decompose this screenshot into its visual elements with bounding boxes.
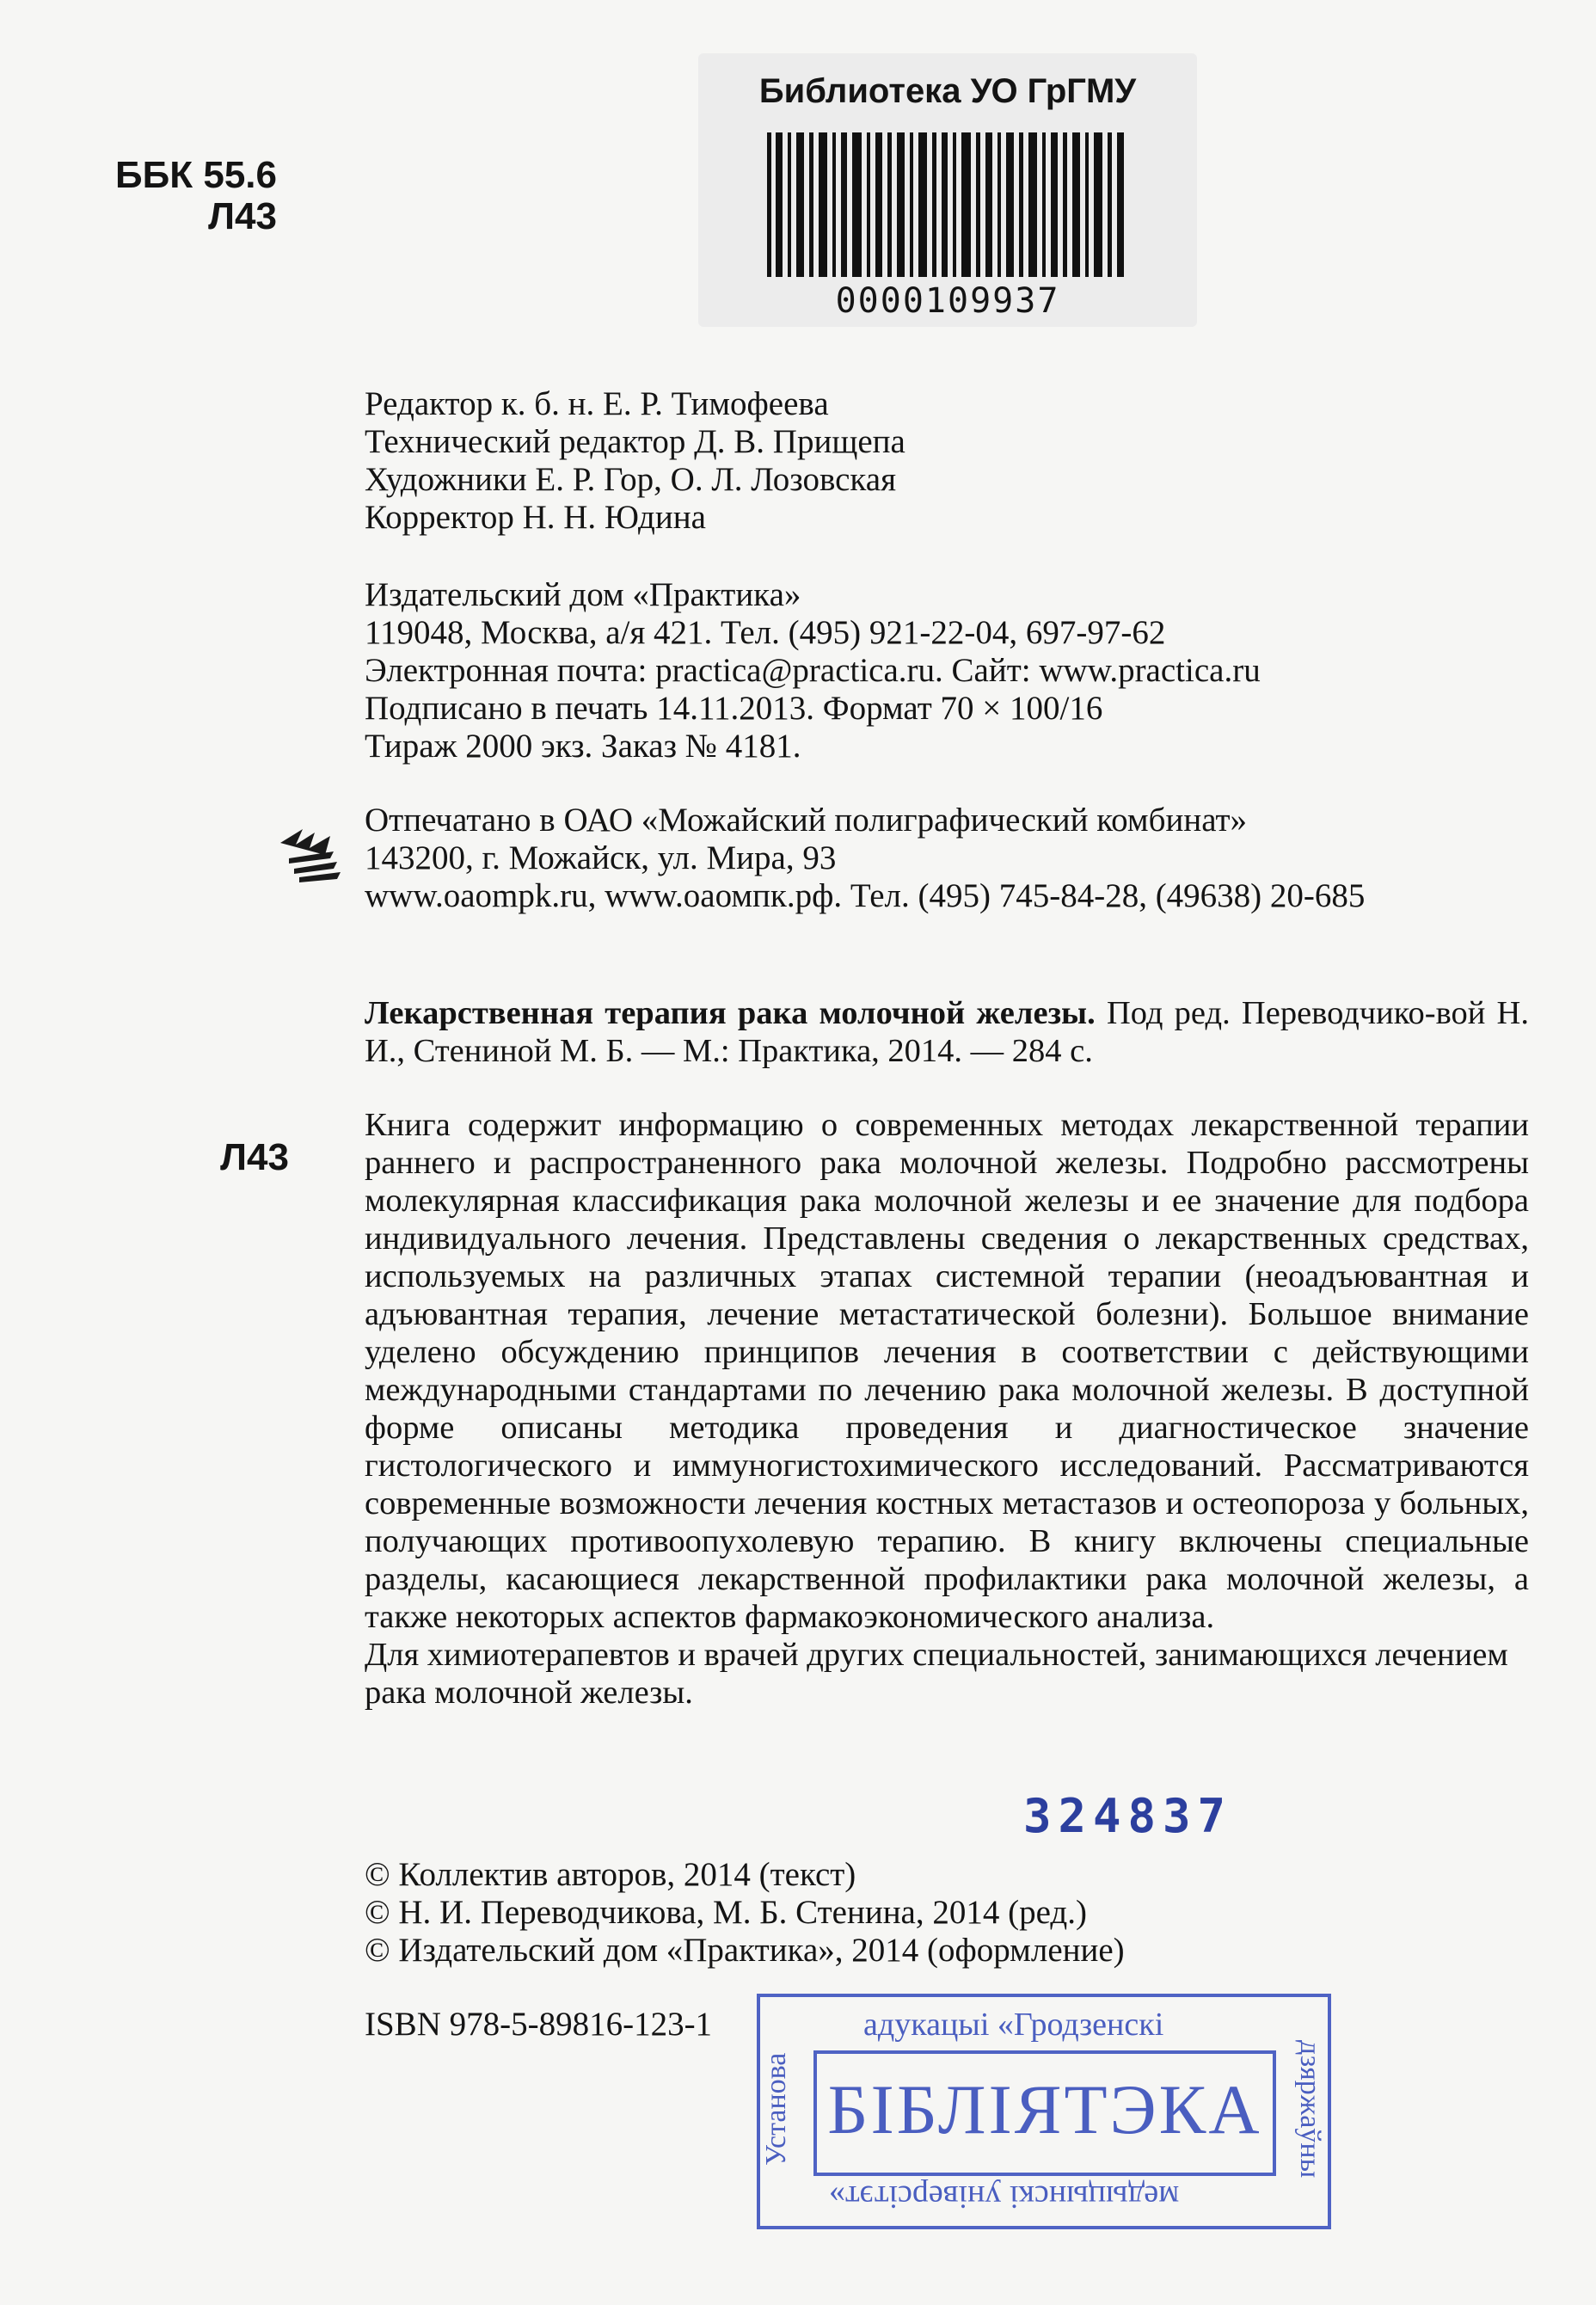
barcode-number: 0000109937 xyxy=(835,281,1060,321)
staff-line: Художники Е. Р. Гор, О. Л. Лозовская xyxy=(365,461,897,498)
bibliographic-citation xyxy=(365,994,1529,1070)
inventory-number: 324837 xyxy=(1023,1789,1233,1843)
stamp-right-text: дзяржаўны xyxy=(1294,2039,1326,2179)
publisher-line: Электронная почта: practica@practica.ru. Сайт: www.practica.ru xyxy=(365,652,1261,689)
printer-block xyxy=(365,802,1365,915)
printer-line: Отпечатано в ОАО «Можайский полиграфический комбинат» xyxy=(365,802,1248,839)
publisher-line: Подписано в печать 14.11.2013. Формат 70 × 100/16 xyxy=(365,690,1103,727)
staff-line: Корректор Н. Н. Юдина xyxy=(365,499,706,536)
copyright-line: © Н. И. Переводчикова, М. Б. Стенина, 2014 (ред.) xyxy=(365,1894,1087,1931)
publisher-line: Издательский дом «Практика» xyxy=(365,576,801,613)
annotation xyxy=(365,1106,1529,1712)
printer-line: 143200, г. Можайск, ул. Мира, 93 xyxy=(365,839,837,876)
copyright-block xyxy=(365,1856,1125,1970)
publisher-line: 119048, Москва, а/я 421. Тел. (495) 921-22-04, 697-97-62 xyxy=(365,614,1166,651)
stamp-inner-frame xyxy=(813,2050,1276,2176)
printer-line: www.oaompk.ru, www.оаомпк.рф. Тел. (495) 745-84-28, (49638) 20-685 xyxy=(365,877,1366,914)
staff-line: Редактор к. б. н. Е. Р. Тимофеева xyxy=(365,385,829,422)
copyright-line: © Издательский дом «Практика», 2014 (оформление) xyxy=(365,1932,1125,1969)
stamp-top-text: адукацыі «Гродзенскі xyxy=(863,2007,1164,2043)
citation-title: Лекарственная терапия рака молочной железы. xyxy=(365,995,1096,1031)
library-barcode-sticker xyxy=(698,53,1197,327)
publisher-block xyxy=(365,576,1261,765)
author-mark-side: Л43 xyxy=(220,1136,289,1178)
author-mark: Л43 xyxy=(208,195,277,237)
staff-block xyxy=(365,385,905,537)
barcode-icon xyxy=(767,132,1128,277)
library-name: Библиотека УО ГрГМУ xyxy=(758,72,1137,110)
annotation-audience: Для химиотерапевтов и врачей других специальностей, занимающихся лечением рака молочной железы. xyxy=(365,1637,1508,1711)
staff-line: Технический редактор Д. В. Прищепа xyxy=(365,423,905,460)
copyright-line: © Коллектив авторов, 2014 (текст) xyxy=(365,1856,856,1893)
publisher-line: Тираж 2000 экз. Заказ № 4181. xyxy=(365,728,801,765)
annotation-text: Книга содержит информацию о современных методах лекарственной терапии раннего и распространенного рака молочной железы. Подробно рассмотрены молекулярная классификация рака молочной железы и ее значение для подбора индивидуального лечения. Представлены сведения о лекарственных средствах, используемых на различных этапах системной терапии (неоадъювантная и адъювантная терапия, лечение метастатической болезни). Большое внимание уделено обсуждению принципов лечения в соответствии с действующими международными стандартами по лечению рака молочной железы. В доступной форме описаны методика проведения и диагностическое значение гистологического и иммуногистохимического исследований. Рассматриваются современные возможности лечения костных метастазов и остеопороза у больных, получающих противоопухолевую терапию. В книгу включены специальные разделы, касающиеся лекарственной профилактики рака молочной железы, а также некоторых аспектов фармакоэкономического анализа. xyxy=(365,1107,1529,1635)
stamp-main-text: БІБЛІЯТЭКА xyxy=(827,2070,1262,2148)
printer-logo-icon xyxy=(277,826,346,886)
library-stamp xyxy=(757,1994,1331,2229)
stamp-bottom-text: медыцынскі універсітэт» xyxy=(829,2179,1180,2215)
bbk-code: ББК 55.6 xyxy=(115,154,277,196)
stamp-left-text: Установа xyxy=(760,2052,792,2166)
isbn: ISBN 978-5-89816-123-1 xyxy=(365,2006,713,2043)
citation-details: Под ред. Переводчико-вой Н. И., Стениной М. Б. — М.: Практика, 2014. — 284 с. xyxy=(365,995,1529,1069)
